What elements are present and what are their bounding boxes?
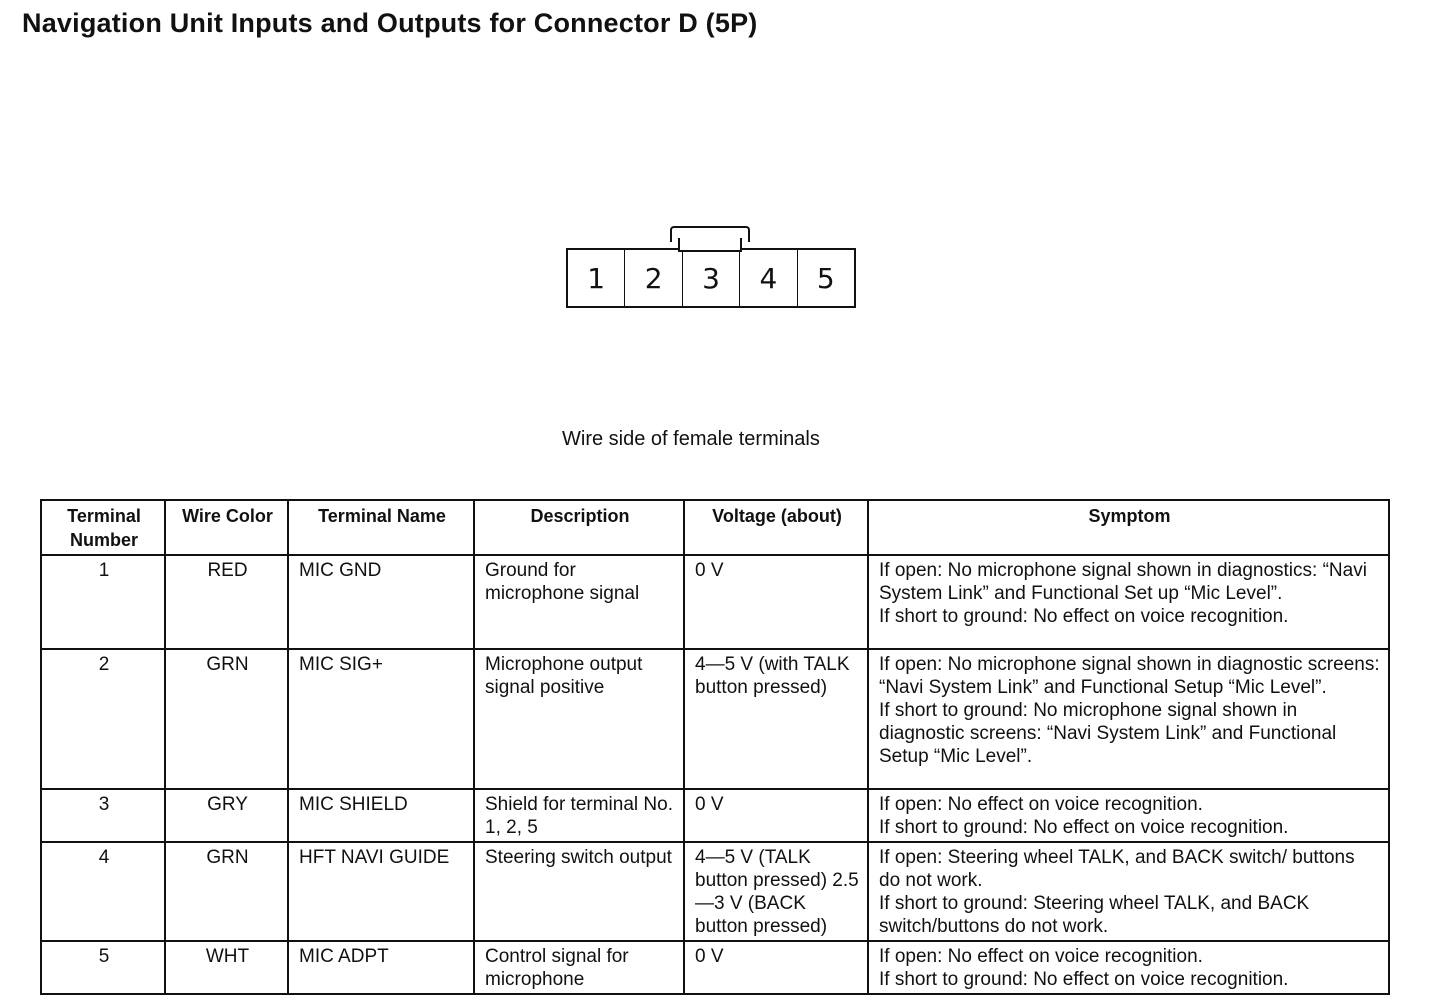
header-voltage: Voltage (about) (684, 500, 868, 555)
cell-description: Microphone output signal positive (474, 649, 684, 789)
cell-description: Ground for microphone signal (474, 555, 684, 649)
symptom-open: If open: No effect on voice recognition. (879, 946, 1203, 967)
header-symptom: Symptom (868, 500, 1389, 555)
table-row (41, 649, 1389, 789)
cell-terminal: 5 (41, 941, 165, 994)
cell-terminal: 1 (41, 555, 165, 649)
connector-body (566, 248, 856, 308)
page-title: Navigation Unit Inputs and Outputs for Connector D (5P) (22, 8, 758, 38)
symptom-open: If open: Steering wheel TALK, and BACK switch/ buttons do not work. (879, 847, 1355, 891)
cell-terminal-name: MIC SHIELD (288, 789, 474, 842)
cell-terminal-name: HFT NAVI GUIDE (288, 842, 474, 941)
cell-voltage: 4—5 V (TALK button pressed) 2.5—3 V (BACK button pressed) (684, 842, 868, 941)
symptom-open: If open: No microphone signal shown in diagnostic screens: “Navi System Link” and Functional Setup “Mic Level”. (879, 654, 1380, 698)
cell-voltage: 0 V (684, 555, 868, 649)
cell-voltage: 0 V (684, 941, 868, 994)
pin-3: 3 (683, 250, 740, 306)
pin-2: 2 (625, 250, 682, 306)
cell-terminal: 2 (41, 649, 165, 789)
cell-description: Steering switch output (474, 842, 684, 941)
table-row (41, 555, 1389, 649)
cell-symptom (868, 789, 1389, 842)
cell-wire-color: WHT (165, 941, 288, 994)
table-row (41, 789, 1389, 842)
cell-description: Shield for terminal No. 1, 2, 5 (474, 789, 684, 842)
cell-voltage: 4—5 V (with TALK button pressed) (684, 649, 868, 789)
header-wire-color: Wire Color (165, 500, 288, 555)
cell-wire-color: GRN (165, 649, 288, 789)
symptom-open: If open: No effect on voice recognition. (879, 794, 1203, 815)
symptom-short: If short to ground: No effect on voice recognition. (879, 817, 1289, 838)
connector-diagram (566, 226, 858, 310)
pin-1: 1 (568, 250, 625, 306)
pin-5: 5 (816, 261, 835, 295)
cell-voltage: 0 V (684, 789, 868, 842)
cell-wire-color: GRN (165, 842, 288, 941)
symptom-short: If short to ground: Steering wheel TALK, and BACK switch/buttons do not work. (879, 893, 1310, 937)
table-header-row (41, 500, 1389, 555)
symptom-short: If short to ground: No microphone signal shown in diagnostic screens: “Navi System Link” and Functional Setup “Mic Level”. (879, 700, 1337, 767)
terminal-table (40, 499, 1390, 995)
cell-terminal: 4 (41, 842, 165, 941)
cell-terminal-name: MIC ADPT (288, 941, 474, 994)
cell-terminal-name: MIC GND (288, 555, 474, 649)
symptom-short: If short to ground: No effect on voice recognition. (879, 606, 1289, 627)
cell-symptom (868, 649, 1389, 789)
cell-symptom (868, 842, 1389, 941)
symptom-short: If short to ground: No effect on voice recognition. (879, 969, 1289, 990)
cell-terminal: 3 (41, 789, 165, 842)
cell-description: Control signal for microphone (474, 941, 684, 994)
cell-wire-color: RED (165, 555, 288, 649)
pin-4: 4 (740, 250, 797, 306)
header-terminal-name: Terminal Name (288, 500, 474, 555)
connector-caption: Wire side of female terminals (562, 428, 820, 450)
cell-symptom (868, 555, 1389, 649)
connector-latch-notch (678, 238, 742, 252)
header-description: Description (474, 500, 684, 555)
header-terminal-number: Terminal Number (41, 500, 165, 555)
cell-terminal-name: MIC SIG+ (288, 649, 474, 789)
table-row (41, 941, 1389, 994)
symptom-open: If open: No microphone signal shown in diagnostics: “Navi System Link” and Functional Set up “Mic Level”. (879, 560, 1367, 604)
cell-symptom (868, 941, 1389, 994)
table-row (41, 842, 1389, 941)
cell-wire-color: GRY (165, 789, 288, 842)
